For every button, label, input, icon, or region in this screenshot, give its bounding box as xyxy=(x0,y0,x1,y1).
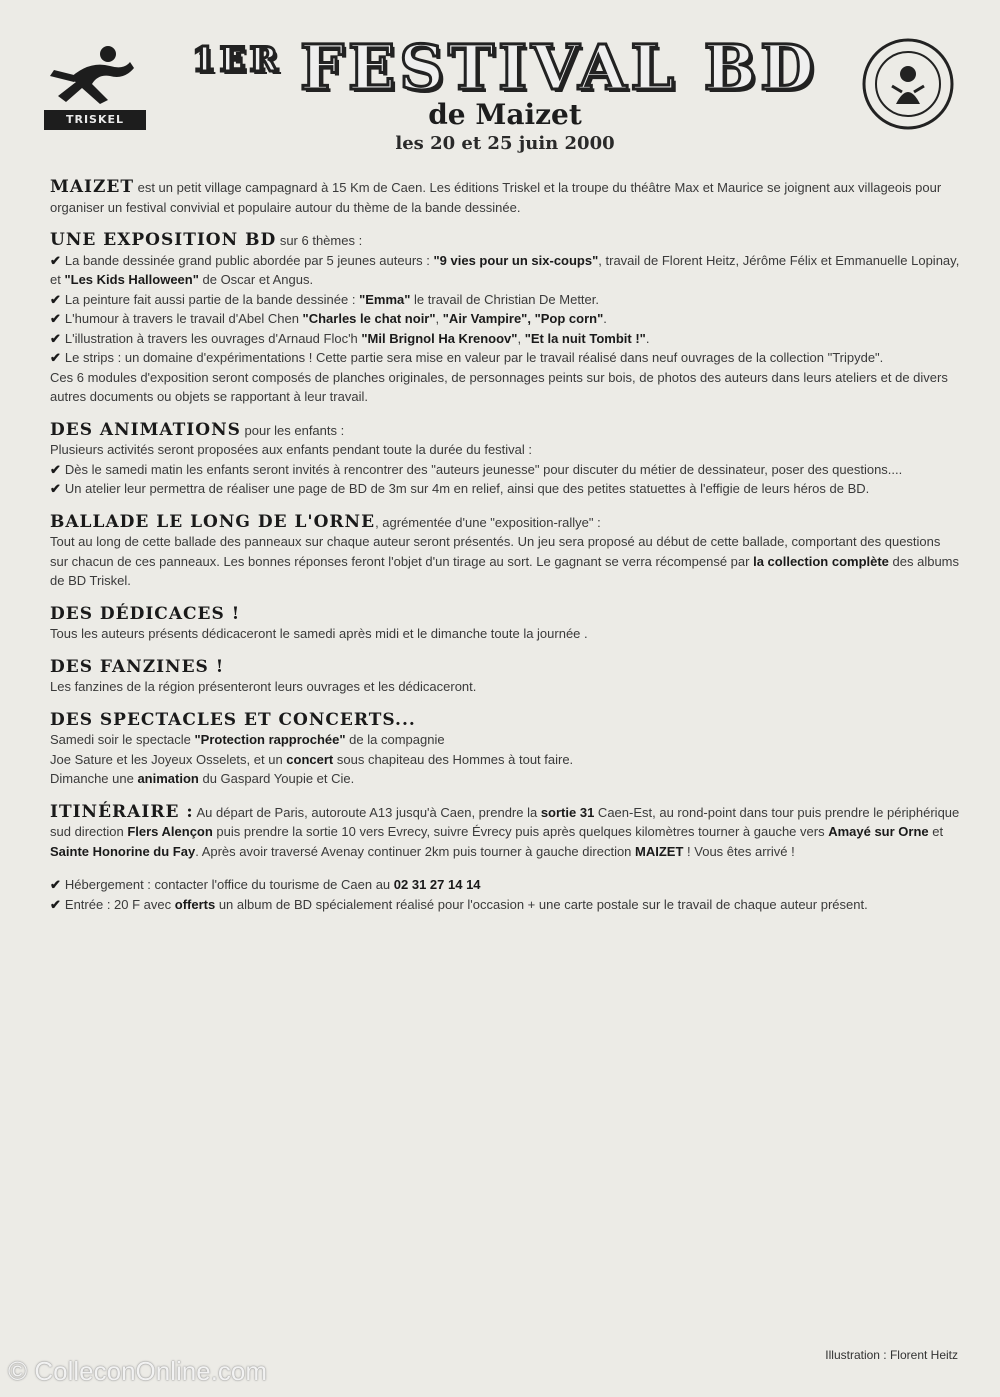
title-text: FESTIVAL BD xyxy=(299,31,818,104)
dedicaces-text: Tous les auteurs présents dédicaceront le samedi après midi et le dimanche toute la journée . xyxy=(50,626,588,641)
spectacles-text: Dimanche une xyxy=(50,771,138,786)
expo-item-title: "Et la nuit Tombit !" xyxy=(524,330,646,346)
practical-text: Entrée : 20 F avec xyxy=(64,896,175,912)
ballade-prize: la collection complète xyxy=(753,553,889,569)
running-figure-icon xyxy=(38,40,150,112)
spectacles-line xyxy=(50,730,960,750)
ballade-heading: BALLADE LE LONG DE L'ORNE xyxy=(50,511,376,532)
ballade-text xyxy=(50,532,960,591)
expo-item-text: La bande dessinée grand public abordée par 5 jeunes auteurs : xyxy=(64,252,434,268)
animations-item-text: Un atelier leur permettra de réaliser une page de BD de 3m sur 4m en relief, ainsi que des petites statuettes à l'effigie de leurs héros de BD. xyxy=(64,481,870,496)
expo-item-text: , xyxy=(517,330,525,346)
title-block xyxy=(150,28,860,156)
ballade-heading-tail: , agrémentée d'une "exposition-rallye" : xyxy=(375,514,601,530)
expo-item xyxy=(50,329,960,349)
expo-item-title: "Air Vampire", "Pop corn" xyxy=(442,311,604,326)
itineraire-keyword: MAIZET xyxy=(635,843,684,859)
intro-paragraph xyxy=(50,178,960,217)
flyer-content xyxy=(50,178,960,928)
checkmark-icon: ✔ xyxy=(50,896,61,912)
expo-item-text: , xyxy=(435,311,443,326)
expo-heading-tail: sur 6 thèmes : xyxy=(276,233,363,248)
expo-item xyxy=(50,309,960,329)
practical-keyword: 02 31 27 14 14 xyxy=(393,877,481,892)
festival-subtitle: de Maizet xyxy=(428,98,582,131)
fanzines-text: Les fanzines de la région présenteront leurs ouvrages et les dédicaceront. xyxy=(50,679,477,694)
dedicaces-section xyxy=(50,605,960,644)
expo-item-title: "Mil Brignol Ha Krenoov" xyxy=(361,330,518,346)
triskel-badge: TRISKEL xyxy=(44,110,146,130)
spectacles-title: animation xyxy=(137,771,199,786)
checkmark-icon: ✔ xyxy=(50,291,61,307)
animations-heading-tail: pour les enfants : xyxy=(240,422,345,438)
itineraire-keyword: Amayé sur Orne xyxy=(828,824,929,839)
expo-item xyxy=(50,348,960,368)
expo-item-text: L'illustration à travers les ouvrages d'Arnaud Floc'h xyxy=(64,330,362,346)
itineraire-part: et xyxy=(928,824,944,839)
spectacles-section xyxy=(50,711,960,789)
intro-text: est un petit village campagnard à 15 Km de Caen. Les éditions Triskel et la troupe du théâtre Max et Maurice se joignent aux villageois pour organiser un festival convivial et populaire autour du thème de la bande dessinée. xyxy=(50,180,942,215)
practical-text: un album de BD spécialement réalisé pour l'occasion + une carte postale sur le travail de chaque auteur présent. xyxy=(215,896,868,912)
expo-heading-line xyxy=(50,231,960,251)
itineraire-part: Caen-Est, au rond-point dans tour puis prendre le périphérique sud direction xyxy=(50,804,960,839)
fanzines-heading: DES FANZINES ! xyxy=(50,656,225,677)
animations-item xyxy=(50,479,960,499)
expo-item-title: "Les Kids Halloween" xyxy=(64,272,199,287)
checkmark-icon: ✔ xyxy=(50,330,61,346)
animations-item-text: Dès le samedi matin les enfants seront invités à rencontrer des "auteurs jeunesse" pour discuter du métier de dessinateur, poser des questions.... xyxy=(64,461,903,477)
expo-item-title: "9 vies pour un six-coups" xyxy=(433,252,599,268)
spectacles-text: Samedi soir le spectacle xyxy=(50,732,195,747)
animations-section xyxy=(50,421,960,499)
expo-section xyxy=(50,231,960,407)
expo-item xyxy=(50,290,960,310)
animations-heading-line xyxy=(50,421,960,441)
animations-heading: DES ANIMATIONS xyxy=(50,419,241,440)
festival-dates: les 20 et 25 juin 2000 xyxy=(395,133,615,154)
checkmark-icon: ✔ xyxy=(50,877,61,892)
itineraire-keyword: sortie 31 xyxy=(540,804,595,820)
expo-item-text: L'humour à travers le travail d'Abel Chen xyxy=(64,311,303,326)
expo-item-text: La peinture fait aussi partie de la bande dessinée : xyxy=(64,291,360,307)
expo-item-text: Le strips : un domaine d'expérimentations ! Cette partie sera mise en valeur par le travail réalisé dans neuf ouvrages de la collection "Tripyde". xyxy=(64,350,884,365)
ballade-heading-line xyxy=(50,513,960,533)
itineraire-keyword: Sainte Honorine du Fay xyxy=(50,843,196,859)
itineraire-text xyxy=(50,803,960,862)
expo-closing: Ces 6 modules d'exposition seront composés de planches originales, de personnages peints sur bois, de photos des auteurs dans leurs ateliers et de divers autres documents ou objets se rapportant à leur travail. xyxy=(50,369,948,404)
spectacles-title: concert xyxy=(286,751,334,767)
itineraire-part: puis prendre la sortie 10 vers Evrecy, suivre Évrecy puis après quelques kilomètres tourner à gauche vers xyxy=(212,824,829,839)
spectacles-title: "Protection rapprochée" xyxy=(194,732,346,747)
spectacles-text: de la compagnie xyxy=(345,732,445,747)
spectacles-text: Joe Sature et les Joyeux Osselets, et un xyxy=(50,751,287,767)
expo-item-text: . xyxy=(645,330,650,346)
itineraire-part: . Après avoir traversé Avenay continuer 2km puis tourner à gauche direction xyxy=(195,843,636,859)
intro-section xyxy=(50,178,960,217)
itineraire-heading: ITINÉRAIRE : xyxy=(50,801,194,822)
seal-icon xyxy=(858,34,958,134)
triskel-logo xyxy=(38,40,150,130)
ballade-text-part: des albums de BD Triskel. xyxy=(50,553,960,588)
fanzines-section xyxy=(50,658,960,697)
checkmark-icon: ✔ xyxy=(50,461,61,477)
practical-item xyxy=(50,895,960,915)
festival-title xyxy=(150,28,860,104)
expo-item-text: le travail de Christian De Metter. xyxy=(410,291,599,307)
expo-item-text: . xyxy=(603,311,607,326)
spectacles-heading: DES SPECTACLES ET CONCERTS... xyxy=(50,709,416,730)
itineraire-keyword: Flers Alençon xyxy=(127,824,213,839)
practical-text: Hébergement : contacter l'office du tourisme de Caen au xyxy=(64,877,394,892)
animations-item xyxy=(50,460,960,480)
checkmark-icon: ✔ xyxy=(50,350,61,365)
illustration-credit: Illustration : Florent Heitz xyxy=(825,1348,958,1362)
practical-keyword: offerts xyxy=(174,896,216,912)
itineraire-part: ! Vous êtes arrivé ! xyxy=(683,843,795,859)
theatre-logo xyxy=(858,34,958,134)
expo-item-text: , travail de Florent Heitz, Jérôme Félix et Emmanuelle Lopinay, et xyxy=(50,252,960,287)
title-ordinal: 1ER xyxy=(192,40,282,80)
spectacles-text: du Gaspard Youpie et Cie. xyxy=(198,771,355,786)
checkmark-icon: ✔ xyxy=(50,252,61,268)
dedicaces-heading: DES DÉDICACES ! xyxy=(50,603,241,624)
expo-item xyxy=(50,251,960,290)
intro-lead: MAIZET xyxy=(50,177,134,197)
itineraire-part: Au départ de Paris, autoroute A13 jusqu'à Caen, prendre la xyxy=(193,804,541,820)
practical-section xyxy=(50,875,960,914)
expo-heading: UNE EXPOSITION BD xyxy=(50,230,277,250)
practical-item xyxy=(50,875,960,895)
ballade-text-part: Tout au long de cette ballade des panneaux sur chaque auteur seront présentés. Un jeu sera proposé au début de cette ballade, comportant des questions sur chacun de ces panneaux. Les bonnes réponses feront l'objet d'un tirage au sort. Le gagnant se verra récompensé par xyxy=(50,534,941,569)
animations-intro: Plusieurs activités seront proposées aux enfants pendant toute la durée du festival : xyxy=(50,442,533,457)
ballade-section xyxy=(50,513,960,591)
expo-item-text: de Oscar et Angus. xyxy=(198,272,314,287)
itineraire-section xyxy=(50,803,960,862)
expo-item-title: "Charles le chat noir" xyxy=(302,311,436,326)
expo-item-title: "Emma" xyxy=(359,291,411,307)
spectacles-line xyxy=(50,750,960,770)
checkmark-icon: ✔ xyxy=(50,311,61,326)
spectacles-line xyxy=(50,769,960,789)
checkmark-icon: ✔ xyxy=(50,481,61,496)
watermark: © ColleconOnline.com xyxy=(8,1356,268,1386)
spectacles-text: sous chapiteau des Hommes à tout faire. xyxy=(333,751,574,767)
